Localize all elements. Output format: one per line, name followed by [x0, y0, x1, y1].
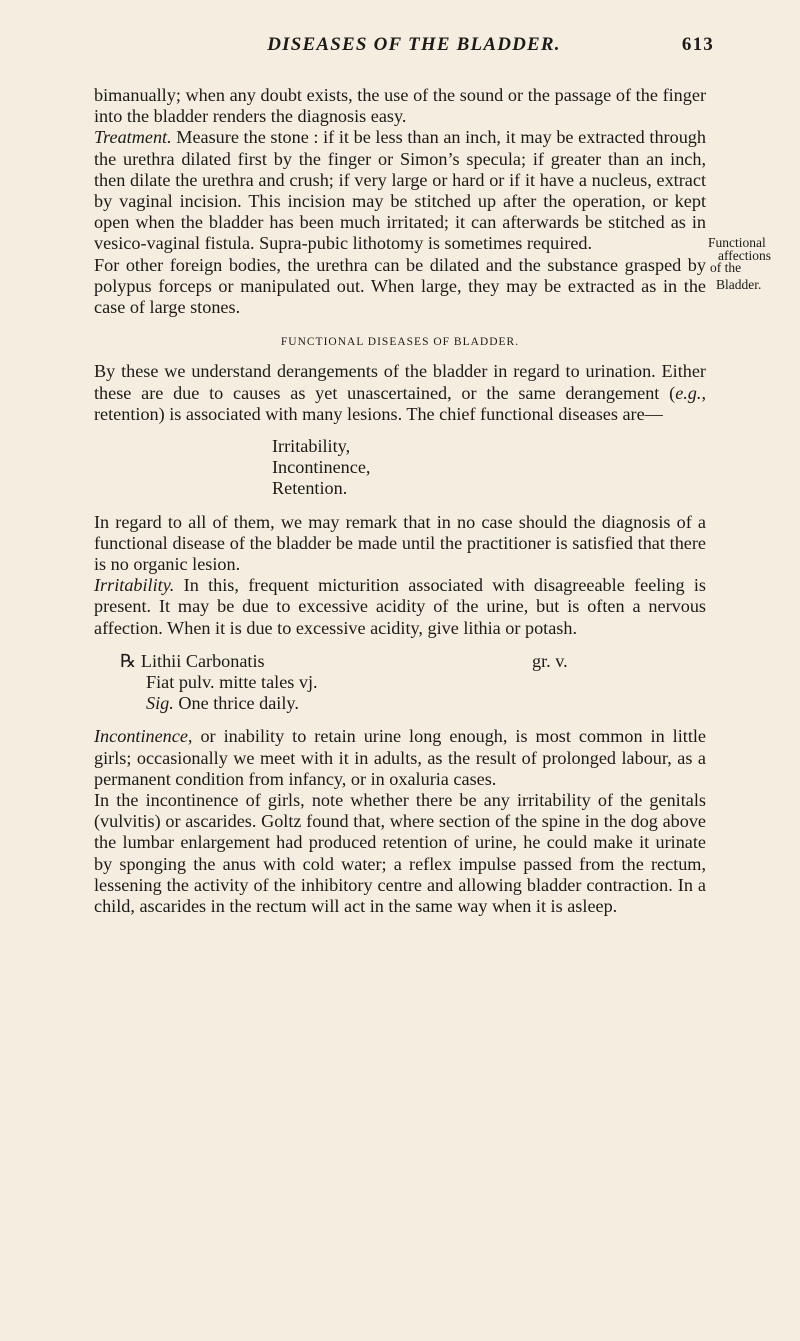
prescription-dose: gr. v. — [532, 650, 568, 671]
paragraph-lead: Incontinence, — [94, 726, 193, 747]
prescription — [94, 651, 706, 715]
paragraph-text: By these we understand derangements of the bladder in regard to urination. Either these are due to causes as yet unascertained, or the same derangement ( — [94, 361, 706, 403]
margin-note-line: affections — [718, 247, 771, 263]
paragraph: For other foreign bodies, the urethra can be dilated and the substance grasped by polypus forceps or manipulated out. When large, they may be extracted as in the case of large stones. — [94, 254, 706, 318]
margin-note-line: Functional — [708, 235, 766, 250]
margin-note-line: Bladder. — [716, 276, 762, 292]
running-title: DISEASES OF THE BLADDER. — [267, 34, 561, 55]
margin-note-line: of the — [710, 260, 742, 275]
paragraph-text: Measure the stone : if it be less than an inch, it may be extracted through the urethra dilated first by the finger or Simon’s specula; if greater than an inch, then dilate the urethra and crush; if very large or hard or if it have a nucleus, extract by vaginal incision. This incision may be stitched up after the operation, or kept open when the bladder has been much irritated; it can afterwards be stitched as in vesico-vaginal fistula. Supra-pubic lithotomy is sometimes required. — [94, 127, 706, 254]
paragraph-text: , retention) is associated with many lesions. The chief functional diseases are— — [94, 382, 706, 424]
paragraph: In the incontinence of girls, note whether there be any irritability of the genitals (vulvitis) or ascarides. Goltz found that, where section of the spine in the dog above the lumbar enlargement had produced retention of urine, he could make it urinate by sponging the anus with cold water; a reflex impulse passed from the rectum, lessening the activity of the inhibitory centre and allowing bladder contraction. In a child, ascarides in the rectum will act in the same way when it is asleep. — [94, 790, 706, 917]
paragraph: In regard to all of them, we may remark that in no case should the diagnosis of a functional disease of the bladder be made until the practitioner is satisfied that there is no organic lesion. — [94, 511, 706, 575]
paragraph: bimanually; when any doubt exists, the use of the sound or the passage of the finger into the bladder renders the diagnosis easy. — [94, 85, 706, 127]
page-number: 613 — [681, 34, 714, 55]
paragraph — [94, 361, 706, 425]
paragraph — [94, 575, 706, 639]
paragraph-lead: Treatment. — [94, 127, 172, 148]
margin-note — [708, 237, 798, 291]
paragraph-lead: Irritability. — [94, 575, 175, 596]
section-heading: FUNCTIONAL DISEASES OF BLADDER. — [280, 336, 520, 349]
body-text — [94, 85, 706, 917]
prescription-line — [120, 651, 706, 672]
prescription-line: Fiat pulv. mitte tales vj. — [146, 672, 318, 693]
prescription-text: One thrice daily. — [173, 693, 299, 714]
prescription-sig: Sig. — [146, 693, 174, 714]
paragraph — [94, 127, 706, 254]
list-item: Incontinence, — [272, 457, 371, 478]
disease-list — [94, 436, 706, 500]
paragraph-text: In this, frequent micturition associated with disagreeable feeling is present. It may be due to excessive acidity of the urine, but is often a nervous affection. When it is due to excessive acidity, give lithia or potash. — [94, 575, 706, 638]
paragraph-italic: e.g. — [675, 382, 702, 403]
prescription-line — [120, 693, 706, 714]
running-head — [114, 34, 714, 64]
paragraph — [94, 726, 706, 790]
paragraph-text: or inability to retain urine long enough, is most common in little girls; occasionally we meet with it in adults, as the result of prolonged labour, as a permanent condition from infancy, or in oxaluria cases. — [94, 726, 706, 789]
list-item: Retention. — [272, 478, 348, 499]
prescription-drug: ℞ Lithii Carbonatis — [120, 650, 265, 671]
list-item: Irritability, — [272, 436, 351, 457]
